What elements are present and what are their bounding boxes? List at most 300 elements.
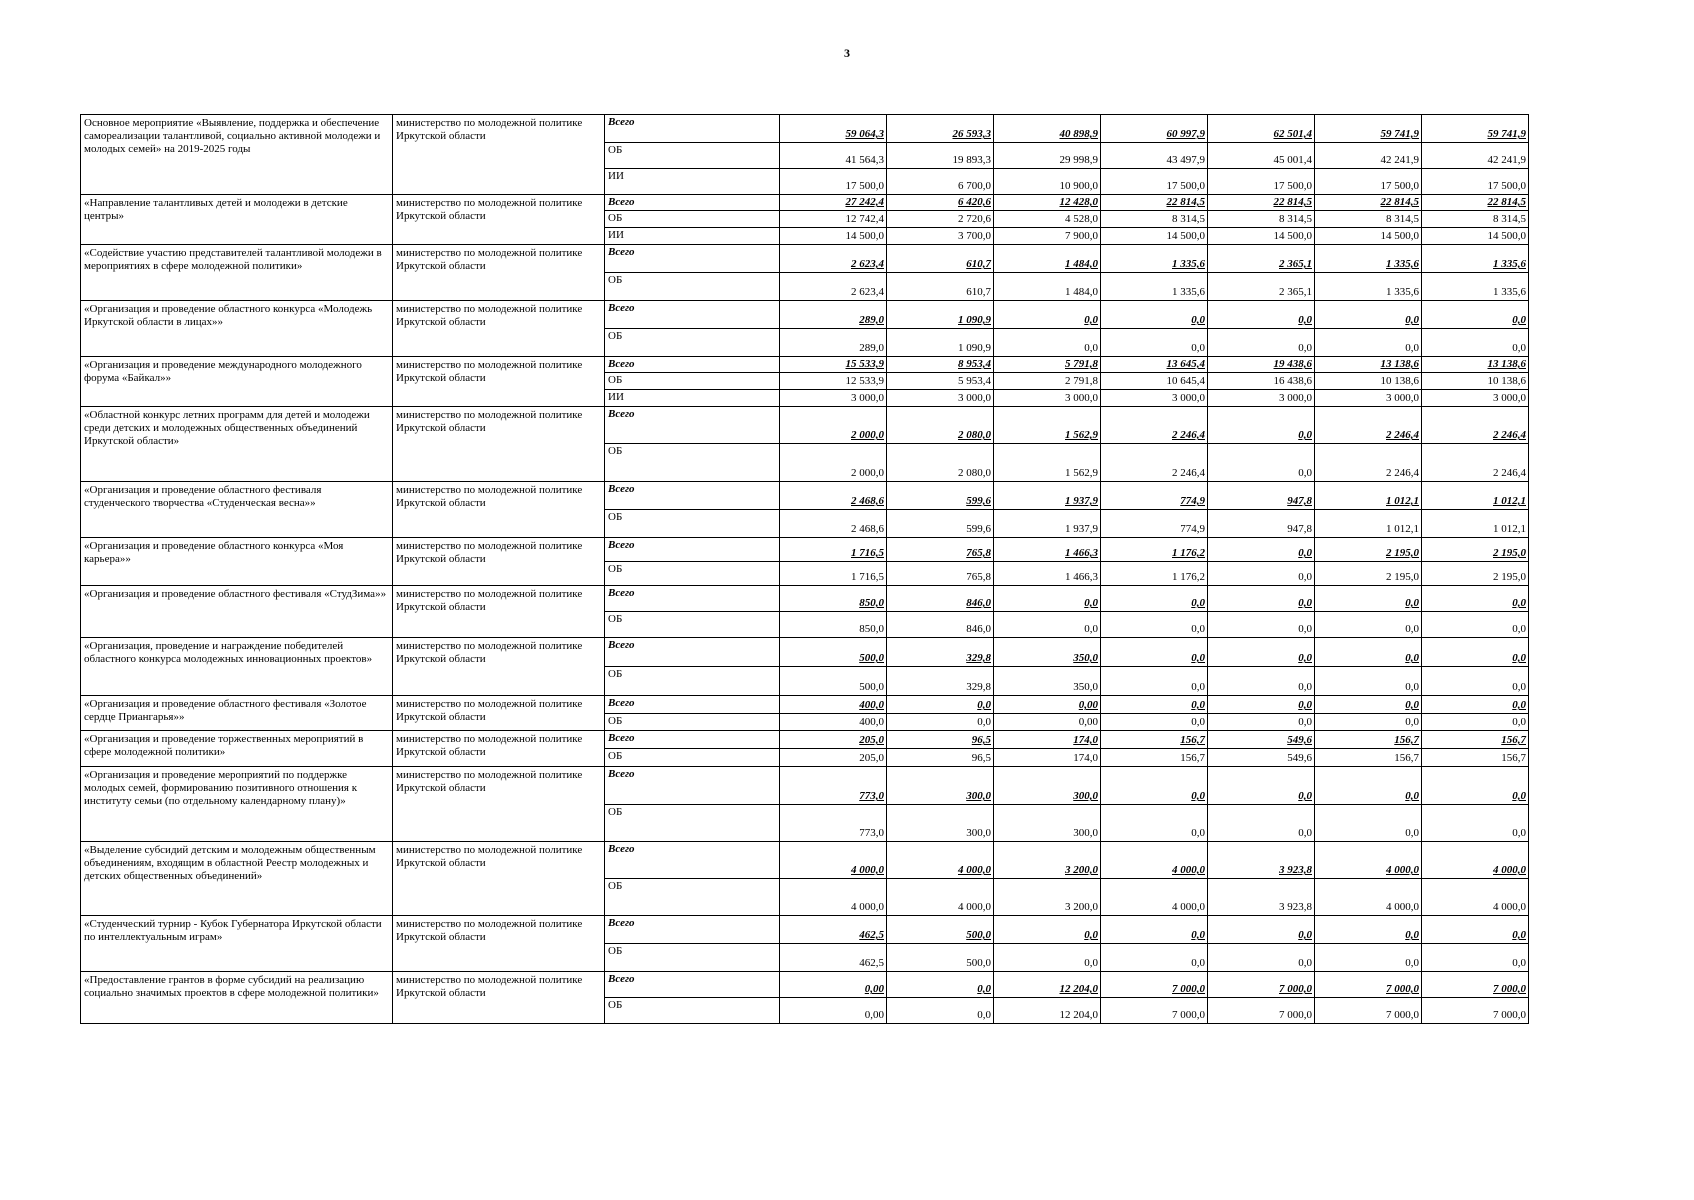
funding-source-cell: ИИ <box>605 228 780 245</box>
funding-source-cell: ОБ <box>605 749 780 767</box>
amount-cell: 205,0 <box>780 731 887 749</box>
amount-cell: 1 335,6 <box>1101 273 1208 301</box>
amount-cell: 0,0 <box>1422 638 1529 667</box>
table-row <box>81 195 1529 211</box>
amount-cell: 400,0 <box>780 696 887 714</box>
funding-source-cell: ОБ <box>605 612 780 638</box>
amount-cell: 7 000,0 <box>1208 972 1315 998</box>
funding-source-cell: ОБ <box>605 444 780 482</box>
amount-cell: 3 000,0 <box>887 390 994 407</box>
amount-cell: 0,0 <box>1101 586 1208 612</box>
event-name-cell: «Организация и проведение торжественных мероприятий в сфере молодежной политики» <box>81 731 393 767</box>
amount-cell: 2 080,0 <box>887 444 994 482</box>
table-row <box>81 538 1529 562</box>
funding-source-cell: ОБ <box>605 211 780 228</box>
amount-cell: 0,0 <box>1315 301 1422 329</box>
amount-cell: 0,0 <box>1422 916 1529 944</box>
event-name-cell: «Содействие участию представителей талантливой молодежи в мероприятиях в сфере молодежной политики» <box>81 245 393 301</box>
amount-cell: 60 997,9 <box>1101 115 1208 143</box>
amount-cell: 1 012,1 <box>1422 482 1529 510</box>
amount-cell: 7 000,0 <box>1422 998 1529 1024</box>
amount-cell: 0,0 <box>887 696 994 714</box>
amount-cell: 4 000,0 <box>1315 879 1422 916</box>
table-row <box>81 696 1529 714</box>
amount-cell: 500,0 <box>887 916 994 944</box>
amount-cell: 59 741,9 <box>1422 115 1529 143</box>
amount-cell: 765,8 <box>887 562 994 586</box>
amount-cell: 1 484,0 <box>994 273 1101 301</box>
amount-cell: 0,0 <box>1208 944 1315 972</box>
amount-cell: 0,0 <box>1101 805 1208 842</box>
amount-cell: 0,0 <box>994 612 1101 638</box>
amount-cell: 2 080,0 <box>887 407 994 444</box>
amount-cell: 4 000,0 <box>780 842 887 879</box>
amount-cell: 12 204,0 <box>994 998 1101 1024</box>
amount-cell: 22 814,5 <box>1315 195 1422 211</box>
funding-source-cell: ОБ <box>605 329 780 357</box>
amount-cell: 500,0 <box>887 944 994 972</box>
amount-cell: 7 000,0 <box>1101 972 1208 998</box>
amount-cell: 400,0 <box>780 714 887 731</box>
amount-cell: 13 645,4 <box>1101 357 1208 373</box>
funding-source-cell: ОБ <box>605 879 780 916</box>
amount-cell: 10 900,0 <box>994 169 1101 195</box>
event-name-cell: «Организация и проведение областного конкурса «Моя карьера»» <box>81 538 393 586</box>
amount-cell: 29 998,9 <box>994 143 1101 169</box>
funding-source-cell: ОБ <box>605 805 780 842</box>
amount-cell: 3 000,0 <box>1208 390 1315 407</box>
amount-cell: 4 000,0 <box>1315 842 1422 879</box>
amount-cell: 500,0 <box>780 667 887 696</box>
amount-cell: 0,00 <box>780 972 887 998</box>
amount-cell: 22 814,5 <box>1208 195 1315 211</box>
amount-cell: 0,0 <box>1208 767 1315 805</box>
amount-cell: 947,8 <box>1208 482 1315 510</box>
funding-source-cell: ОБ <box>605 667 780 696</box>
amount-cell: 3 923,8 <box>1208 842 1315 879</box>
amount-cell: 4 000,0 <box>1422 842 1529 879</box>
amount-cell: 3 000,0 <box>1315 390 1422 407</box>
amount-cell: 0,0 <box>1422 612 1529 638</box>
amount-cell: 1 937,9 <box>994 510 1101 538</box>
amount-cell: 174,0 <box>994 731 1101 749</box>
amount-cell: 5 791,8 <box>994 357 1101 373</box>
executor-cell: министерство по молодежной политике Иркутской области <box>393 767 605 842</box>
event-name-cell: «Организация, проведение и награждение победителей областного конкурса молодежных инновационных проектов» <box>81 638 393 696</box>
amount-cell: 3 000,0 <box>1101 390 1208 407</box>
amount-cell: 96,5 <box>887 731 994 749</box>
amount-cell: 846,0 <box>887 612 994 638</box>
amount-cell: 4 000,0 <box>1422 879 1529 916</box>
amount-cell: 4 000,0 <box>887 879 994 916</box>
amount-cell: 0,0 <box>1101 767 1208 805</box>
amount-cell: 2 623,4 <box>780 273 887 301</box>
amount-cell: 0,0 <box>1208 586 1315 612</box>
amount-cell: 0,0 <box>1101 944 1208 972</box>
event-name-cell: «Организация и проведение областного конкурса «Молодежь Иркутской области в лицах»» <box>81 301 393 357</box>
executor-cell: министерство по молодежной политике Иркутской области <box>393 638 605 696</box>
amount-cell: 0,0 <box>1422 767 1529 805</box>
amount-cell: 0,0 <box>887 998 994 1024</box>
amount-cell: 14 500,0 <box>1101 228 1208 245</box>
amount-cell: 2 468,6 <box>780 482 887 510</box>
executor-cell: министерство по молодежной политике Иркутской области <box>393 731 605 767</box>
executor-cell: министерство по молодежной политике Иркутской области <box>393 482 605 538</box>
executor-cell: министерство по молодежной политике Иркутской области <box>393 245 605 301</box>
amount-cell: 10 138,6 <box>1315 373 1422 390</box>
event-name-cell: «Направление талантливых детей и молодежи в детские центры» <box>81 195 393 245</box>
amount-cell: 0,0 <box>1101 612 1208 638</box>
amount-cell: 174,0 <box>994 749 1101 767</box>
funding-source-cell: Всего <box>605 842 780 879</box>
table-row <box>81 916 1529 944</box>
funding-source-cell: Всего <box>605 301 780 329</box>
amount-cell: 13 138,6 <box>1315 357 1422 373</box>
amount-cell: 8 314,5 <box>1315 211 1422 228</box>
amount-cell: 549,6 <box>1208 731 1315 749</box>
event-name-cell: «Выделение субсидий детским и молодежным общественным объединениям, входящим в областной Реестр молодежных и детских общественных объединений» <box>81 842 393 916</box>
amount-cell: 0,0 <box>1315 329 1422 357</box>
amount-cell: 850,0 <box>780 586 887 612</box>
funding-source-cell: ОБ <box>605 714 780 731</box>
table-row <box>81 586 1529 612</box>
amount-cell: 0,00 <box>780 998 887 1024</box>
event-name-cell: «Организация и проведение областного фестиваля «Золотое сердце Приангарья»» <box>81 696 393 731</box>
amount-cell: 0,0 <box>1422 329 1529 357</box>
amount-cell: 0,0 <box>1422 696 1529 714</box>
amount-cell: 45 001,4 <box>1208 143 1315 169</box>
amount-cell: 300,0 <box>994 767 1101 805</box>
amount-cell: 0,0 <box>1422 301 1529 329</box>
executor-cell: министерство по молодежной политике Иркутской области <box>393 195 605 245</box>
amount-cell: 0,0 <box>1208 329 1315 357</box>
amount-cell: 350,0 <box>994 667 1101 696</box>
amount-cell: 205,0 <box>780 749 887 767</box>
amount-cell: 2 000,0 <box>780 444 887 482</box>
funding-source-cell: Всего <box>605 245 780 273</box>
amount-cell: 2 195,0 <box>1422 538 1529 562</box>
amount-cell: 1 562,9 <box>994 407 1101 444</box>
amount-cell: 0,0 <box>1422 586 1529 612</box>
amount-cell: 1 176,2 <box>1101 538 1208 562</box>
amount-cell: 26 593,3 <box>887 115 994 143</box>
amount-cell: 22 814,5 <box>1101 195 1208 211</box>
amount-cell: 8 953,4 <box>887 357 994 373</box>
amount-cell: 17 500,0 <box>1208 169 1315 195</box>
amount-cell: 610,7 <box>887 245 994 273</box>
amount-cell: 2 468,6 <box>780 510 887 538</box>
amount-cell: 22 814,5 <box>1422 195 1529 211</box>
table-row <box>81 407 1529 444</box>
amount-cell: 19 893,3 <box>887 143 994 169</box>
amount-cell: 947,8 <box>1208 510 1315 538</box>
amount-cell: 0,0 <box>1208 538 1315 562</box>
amount-cell: 773,0 <box>780 805 887 842</box>
amount-cell: 156,7 <box>1315 749 1422 767</box>
amount-cell: 774,9 <box>1101 510 1208 538</box>
amount-cell: 0,0 <box>1315 767 1422 805</box>
amount-cell: 10 138,6 <box>1422 373 1529 390</box>
amount-cell: 2 246,4 <box>1101 407 1208 444</box>
funding-source-cell: ОБ <box>605 273 780 301</box>
amount-cell: 17 500,0 <box>1422 169 1529 195</box>
amount-cell: 0,0 <box>1208 667 1315 696</box>
amount-cell: 3 000,0 <box>780 390 887 407</box>
amount-cell: 42 241,9 <box>1422 143 1529 169</box>
amount-cell: 300,0 <box>994 805 1101 842</box>
amount-cell: 8 314,5 <box>1422 211 1529 228</box>
amount-cell: 0,0 <box>887 972 994 998</box>
amount-cell: 2 195,0 <box>1315 562 1422 586</box>
amount-cell: 0,0 <box>1315 586 1422 612</box>
amount-cell: 0,0 <box>1101 714 1208 731</box>
amount-cell: 289,0 <box>780 329 887 357</box>
table-row <box>81 115 1529 143</box>
amount-cell: 2 365,1 <box>1208 273 1315 301</box>
amount-cell: 0,0 <box>1101 696 1208 714</box>
amount-cell: 500,0 <box>780 638 887 667</box>
funding-source-cell: Всего <box>605 731 780 749</box>
amount-cell: 1 466,3 <box>994 562 1101 586</box>
amount-cell: 2 195,0 <box>1315 538 1422 562</box>
executor-cell: министерство по молодежной политике Иркутской области <box>393 407 605 482</box>
funding-source-cell: Всего <box>605 115 780 143</box>
funding-source-cell: ОБ <box>605 510 780 538</box>
amount-cell: 300,0 <box>887 805 994 842</box>
amount-cell: 12 533,9 <box>780 373 887 390</box>
funding-source-cell: Всего <box>605 972 780 998</box>
amount-cell: 0,0 <box>994 944 1101 972</box>
executor-cell: министерство по молодежной политике Иркутской области <box>393 301 605 357</box>
amount-cell: 62 501,4 <box>1208 115 1315 143</box>
table-row <box>81 972 1529 998</box>
amount-cell: 0,0 <box>1101 329 1208 357</box>
event-name-cell: Основное мероприятие «Выявление, поддержка и обеспечение самореализации талантливой, социально активной молодежи и молодых семей» на 2019-2025 годы <box>81 115 393 195</box>
amount-cell: 1 090,9 <box>887 329 994 357</box>
amount-cell: 16 438,6 <box>1208 373 1315 390</box>
amount-cell: 2 246,4 <box>1315 444 1422 482</box>
amount-cell: 0,0 <box>1208 714 1315 731</box>
funding-source-cell: Всего <box>605 482 780 510</box>
amount-cell: 2 195,0 <box>1422 562 1529 586</box>
amount-cell: 329,8 <box>887 667 994 696</box>
amount-cell: 0,0 <box>1208 916 1315 944</box>
table-row <box>81 482 1529 510</box>
amount-cell: 0,0 <box>994 586 1101 612</box>
amount-cell: 0,0 <box>1208 444 1315 482</box>
amount-cell: 17 500,0 <box>1101 169 1208 195</box>
amount-cell: 0,0 <box>1208 696 1315 714</box>
funding-source-cell: ИИ <box>605 390 780 407</box>
amount-cell: 0,0 <box>1208 805 1315 842</box>
event-name-cell: «Организация и проведение областного фестиваля студенческого творчества «Студенческая весна»» <box>81 482 393 538</box>
funding-source-cell: Всего <box>605 538 780 562</box>
amount-cell: 6 700,0 <box>887 169 994 195</box>
amount-cell: 8 314,5 <box>1101 211 1208 228</box>
amount-cell: 1 716,5 <box>780 538 887 562</box>
amount-cell: 19 438,6 <box>1208 357 1315 373</box>
event-name-cell: «Организация и проведение областного фестиваля «СтудЗима»» <box>81 586 393 638</box>
amount-cell: 2 246,4 <box>1101 444 1208 482</box>
funding-source-cell: Всего <box>605 916 780 944</box>
table-row <box>81 301 1529 329</box>
executor-cell: министерство по молодежной политике Иркутской области <box>393 357 605 407</box>
amount-cell: 2 000,0 <box>780 407 887 444</box>
amount-cell: 3 200,0 <box>994 842 1101 879</box>
amount-cell: 156,7 <box>1422 749 1529 767</box>
amount-cell: 1 335,6 <box>1101 245 1208 273</box>
amount-cell: 4 000,0 <box>887 842 994 879</box>
amount-cell: 329,8 <box>887 638 994 667</box>
funding-source-cell: ОБ <box>605 562 780 586</box>
amount-cell: 850,0 <box>780 612 887 638</box>
amount-cell: 1 335,6 <box>1315 245 1422 273</box>
amount-cell: 14 500,0 <box>780 228 887 245</box>
amount-cell: 0,0 <box>887 714 994 731</box>
amount-cell: 1 012,1 <box>1315 510 1422 538</box>
amount-cell: 2 246,4 <box>1315 407 1422 444</box>
amount-cell: 17 500,0 <box>1315 169 1422 195</box>
amount-cell: 462,5 <box>780 916 887 944</box>
table-row <box>81 638 1529 667</box>
amount-cell: 4 000,0 <box>1101 879 1208 916</box>
amount-cell: 0,0 <box>1315 696 1422 714</box>
amount-cell: 0,0 <box>994 329 1101 357</box>
amount-cell: 0,0 <box>1315 667 1422 696</box>
amount-cell: 0,0 <box>1101 667 1208 696</box>
table-row <box>81 357 1529 373</box>
amount-cell: 3 000,0 <box>994 390 1101 407</box>
funding-source-cell: ИИ <box>605 169 780 195</box>
amount-cell: 0,0 <box>1315 714 1422 731</box>
amount-cell: 0,0 <box>1315 612 1422 638</box>
amount-cell: 2 246,4 <box>1422 444 1529 482</box>
table-row <box>81 731 1529 749</box>
amount-cell: 7 000,0 <box>1315 972 1422 998</box>
amount-cell: 846,0 <box>887 586 994 612</box>
executor-cell: министерство по молодежной политике Иркутской области <box>393 842 605 916</box>
amount-cell: 0,0 <box>1422 714 1529 731</box>
amount-cell: 27 242,4 <box>780 195 887 211</box>
amount-cell: 0,0 <box>994 301 1101 329</box>
amount-cell: 1 012,1 <box>1422 510 1529 538</box>
amount-cell: 0,0 <box>1315 916 1422 944</box>
amount-cell: 1 335,6 <box>1422 245 1529 273</box>
amount-cell: 0,0 <box>1315 638 1422 667</box>
funding-source-cell: Всего <box>605 638 780 667</box>
amount-cell: 1 562,9 <box>994 444 1101 482</box>
funding-source-cell: Всего <box>605 357 780 373</box>
amount-cell: 0,0 <box>1422 667 1529 696</box>
amount-cell: 96,5 <box>887 749 994 767</box>
amount-cell: 0,0 <box>1315 805 1422 842</box>
amount-cell: 2 720,6 <box>887 211 994 228</box>
amount-cell: 59 064,3 <box>780 115 887 143</box>
funding-source-cell: ОБ <box>605 944 780 972</box>
funding-source-cell: ОБ <box>605 998 780 1024</box>
amount-cell: 2 623,4 <box>780 245 887 273</box>
amount-cell: 1 012,1 <box>1315 482 1422 510</box>
amount-cell: 0,0 <box>1422 805 1529 842</box>
amount-cell: 8 314,5 <box>1208 211 1315 228</box>
page-number: 3 <box>844 46 850 60</box>
amount-cell: 3 923,8 <box>1208 879 1315 916</box>
amount-cell: 0,0 <box>1315 944 1422 972</box>
amount-cell: 1 466,3 <box>994 538 1101 562</box>
amount-cell: 0,0 <box>1208 562 1315 586</box>
amount-cell: 7 000,0 <box>1101 998 1208 1024</box>
amount-cell: 42 241,9 <box>1315 143 1422 169</box>
amount-cell: 5 953,4 <box>887 373 994 390</box>
amount-cell: 17 500,0 <box>780 169 887 195</box>
amount-cell: 462,5 <box>780 944 887 972</box>
funding-source-cell: Всего <box>605 586 780 612</box>
amount-cell: 7 000,0 <box>1422 972 1529 998</box>
funding-source-cell: ОБ <box>605 373 780 390</box>
amount-cell: 15 533,9 <box>780 357 887 373</box>
amount-cell: 2 246,4 <box>1422 407 1529 444</box>
amount-cell: 12 204,0 <box>994 972 1101 998</box>
executor-cell: министерство по молодежной политике Иркутской области <box>393 115 605 195</box>
budget-table <box>80 114 1529 1024</box>
funding-source-cell: Всего <box>605 696 780 714</box>
amount-cell: 610,7 <box>887 273 994 301</box>
amount-cell: 59 741,9 <box>1315 115 1422 143</box>
executor-cell: министерство по молодежной политике Иркутской области <box>393 972 605 1024</box>
amount-cell: 3 200,0 <box>994 879 1101 916</box>
amount-cell: 599,6 <box>887 510 994 538</box>
amount-cell: 40 898,9 <box>994 115 1101 143</box>
amount-cell: 6 420,6 <box>887 195 994 211</box>
amount-cell: 10 645,4 <box>1101 373 1208 390</box>
funding-source-cell: Всего <box>605 195 780 211</box>
funding-source-cell: Всего <box>605 407 780 444</box>
amount-cell: 300,0 <box>887 767 994 805</box>
amount-cell: 0,00 <box>994 696 1101 714</box>
amount-cell: 156,7 <box>1101 731 1208 749</box>
amount-cell: 156,7 <box>1422 731 1529 749</box>
amount-cell: 43 497,9 <box>1101 143 1208 169</box>
amount-cell: 0,0 <box>1101 301 1208 329</box>
amount-cell: 2 365,1 <box>1208 245 1315 273</box>
event-name-cell: «Студенческий турнир - Кубок Губернатора Иркутской области по интеллектуальным играм» <box>81 916 393 972</box>
amount-cell: 774,9 <box>1101 482 1208 510</box>
amount-cell: 0,0 <box>1208 612 1315 638</box>
table-row <box>81 842 1529 879</box>
table-row <box>81 767 1529 805</box>
table-row <box>81 245 1529 273</box>
amount-cell: 1 937,9 <box>994 482 1101 510</box>
executor-cell: министерство по молодежной политике Иркутской области <box>393 916 605 972</box>
amount-cell: 1 716,5 <box>780 562 887 586</box>
amount-cell: 7 900,0 <box>994 228 1101 245</box>
amount-cell: 4 528,0 <box>994 211 1101 228</box>
amount-cell: 549,6 <box>1208 749 1315 767</box>
amount-cell: 1 484,0 <box>994 245 1101 273</box>
amount-cell: 14 500,0 <box>1422 228 1529 245</box>
amount-cell: 0,0 <box>994 916 1101 944</box>
amount-cell: 599,6 <box>887 482 994 510</box>
executor-cell: министерство по молодежной политике Иркутской области <box>393 696 605 731</box>
event-name-cell: «Предоставление грантов в форме субсидий на реализацию социально значимых проектов в сфере молодежной политики» <box>81 972 393 1024</box>
amount-cell: 4 000,0 <box>780 879 887 916</box>
amount-cell: 12 428,0 <box>994 195 1101 211</box>
amount-cell: 0,0 <box>1208 638 1315 667</box>
amount-cell: 0,0 <box>1208 301 1315 329</box>
amount-cell: 4 000,0 <box>1101 842 1208 879</box>
amount-cell: 156,7 <box>1315 731 1422 749</box>
event-name-cell: «Организация и проведение международного молодежного форума «Байкал»» <box>81 357 393 407</box>
